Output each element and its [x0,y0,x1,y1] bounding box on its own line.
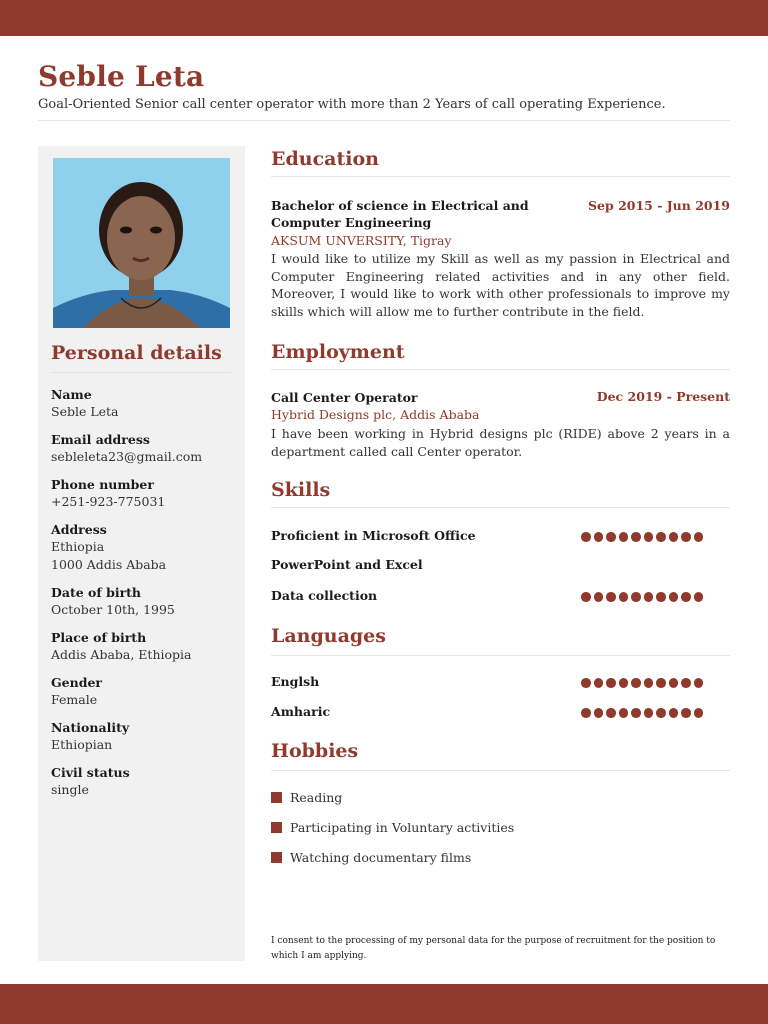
language-rating [581,708,703,718]
detail-date-of-birth [51,584,236,619]
square-bullet-icon [271,792,282,803]
rating-dot [669,708,679,718]
detail-label: Nationality [51,720,130,735]
skills-divider [271,507,730,508]
personal-details-divider [51,372,231,373]
detail-value: October 10th, 1995 [51,602,175,617]
skill-rating [581,592,703,602]
rating-dot [619,592,629,602]
rating-dot [631,678,641,688]
detail-value: Addis Ababa, Ethiopia [51,647,192,662]
rating-dot [644,678,654,688]
detail-nationality [51,719,236,754]
rating-dot [669,592,679,602]
rating-dot [694,532,704,542]
rating-dot [581,708,591,718]
education-school: AKSUM UNVERSITY, Tigray [271,233,452,248]
rating-dot [681,532,691,542]
hobbies-title: Hobbies [271,740,359,762]
square-bullet-icon [271,852,282,863]
rating-dot [594,708,604,718]
detail-email [51,431,236,466]
rating-dot [644,708,654,718]
rating-dot [606,678,616,688]
language-name: Englsh [271,674,320,689]
rating-dot [681,678,691,688]
detail-label: Civil status [51,765,130,780]
hobby-item [271,850,471,865]
detail-phone [51,476,236,511]
rating-dot [656,678,666,688]
employment-description: I have been working in Hybrid designs plc (RIDE) above 2 years in a department called call Center operator. [271,426,730,459]
detail-value: Ethiopia [51,539,105,554]
education-divider [271,176,730,177]
rating-dot [594,592,604,602]
detail-label: Email address [51,432,150,447]
languages-divider [271,655,730,656]
rating-dot [606,592,616,602]
rating-dot [656,708,666,718]
personal-details-list [51,386,236,809]
detail-value: Female [51,692,98,707]
employment-divider [271,369,730,370]
consent-statement: I consent to the processing of my personal data for the purpose of recruitment for the position to which I am applying. [271,936,716,961]
skill-rating [581,532,703,542]
rating-dot [656,532,666,542]
detail-value: Seble Leta [51,404,119,419]
personal-details-title: Personal details [51,342,222,364]
education-dates: Sep 2015 - Jun 2019 [588,198,730,213]
skills-title: Skills [271,479,331,501]
rating-dot [681,708,691,718]
rating-dot [681,592,691,602]
rating-dot [581,592,591,602]
employment-company: Hybrid Designs plc, Addis Ababa [271,407,480,422]
detail-value-line2: 1000 Addis Ababa [51,557,167,572]
personal-details-sidebar [38,146,245,961]
rating-dot [619,678,629,688]
rating-dot [594,678,604,688]
square-bullet-icon [271,822,282,833]
detail-value: sebleleta23@gmail.com [51,449,203,464]
education-title: Education [271,148,379,170]
profile-photo-illustration [53,158,230,328]
rating-dot [694,592,704,602]
detail-value: single [51,782,89,797]
employment-role: Call Center Operator [271,390,418,405]
education-degree-line1: Bachelor of science in Electrical and [271,198,529,213]
rating-dot [581,532,591,542]
top-accent-band [0,0,768,36]
employment-dates: Dec 2019 - Present [596,389,730,404]
rating-dot [656,592,666,602]
detail-address [51,521,236,574]
detail-label: Gender [51,675,102,690]
rating-dot [619,532,629,542]
header-divider [38,120,730,121]
rating-dot [581,678,591,688]
detail-name [51,386,236,421]
skill-name: Proficient in Microsoft Office [271,528,476,543]
detail-place-of-birth [51,629,236,664]
detail-gender [51,674,236,709]
rating-dot [631,708,641,718]
candidate-tagline: Goal-Oriented Senior call center operator with more than 2 Years of call operating Experience. [38,97,666,112]
education-degree-line2: Computer Engineering [271,215,432,230]
detail-label: Date of birth [51,585,142,600]
hobby-item [271,820,514,835]
rating-dot [606,708,616,718]
hobby-label: Watching documentary films [290,850,472,865]
language-rating [581,678,703,688]
detail-value: Ethiopian [51,737,113,752]
languages-title: Languages [271,625,386,647]
rating-dot [694,708,704,718]
rating-dot [669,532,679,542]
rating-dot [606,532,616,542]
rating-dot [631,532,641,542]
detail-label: Place of birth [51,630,147,645]
bottom-accent-band [0,984,768,1024]
rating-dot [619,708,629,718]
language-name: Amharic [271,704,331,719]
rating-dot [669,678,679,688]
hobby-item [271,790,342,805]
rating-dot [694,678,704,688]
candidate-name: Seble Leta [38,60,205,93]
rating-dot [644,532,654,542]
rating-dot [644,592,654,602]
detail-civil-status [51,764,236,799]
hobby-label: Participating in Voluntary activities [290,820,515,835]
profile-photo [53,158,230,328]
hobby-label: Reading [290,790,343,805]
education-degree [271,197,529,231]
detail-label: Name [51,387,92,402]
rating-dot [594,532,604,542]
skill-name: Data collection [271,588,378,603]
skill-name: PowerPoint and Excel [271,557,423,572]
hobbies-divider [271,770,730,771]
education-description: I would like to utilize my Skill as well as my passion in Electrical and Computer Engineering related activities and in any other field. Moreover, I would like to work with other professionals to improve my skills which will allow me to further contribute in the field. [271,251,730,319]
employment-title: Employment [271,341,405,363]
rating-dot [631,592,641,602]
detail-label: Address [51,522,107,537]
detail-label: Phone number [51,477,154,492]
detail-value: +251-923-775031 [51,494,166,509]
